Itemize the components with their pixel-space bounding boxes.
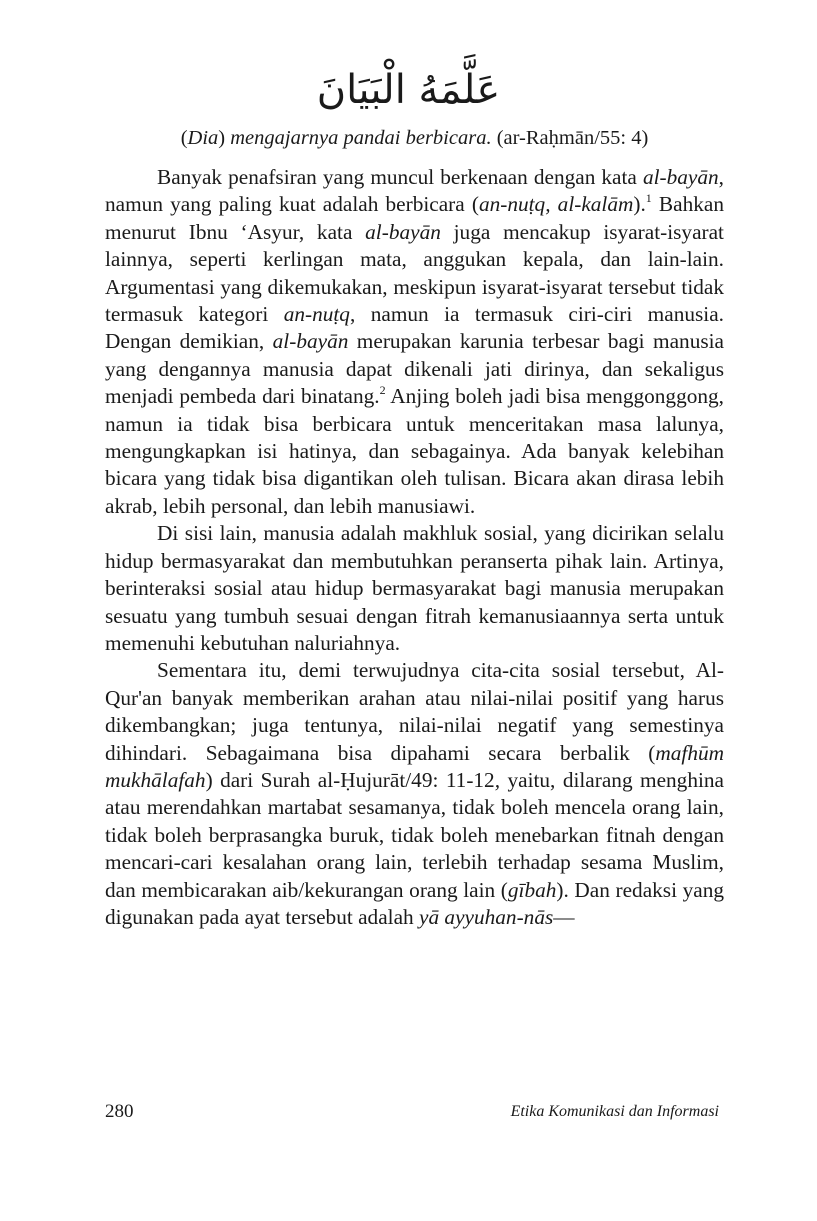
running-footer-title: Etika Komunikasi dan Informasi bbox=[510, 1103, 719, 1120]
paragraph-2 bbox=[105, 520, 724, 657]
text-run: Bahkan menurut Ibnu ‘Asyur, kata bbox=[105, 192, 724, 244]
text-run: Anjing boleh jadi bisa menggonggong, namun ia tidak bisa berbicara untuk menceritakan masa lalunya, mengungkapkan isi hatinya, dan sebagainya. Ada banyak kelebihan bicara yang tidak bisa digantikan oleh tulisan. Bicara akan dirasa lebih akrab, lebih personal, dan lebih manusiawi. bbox=[105, 384, 724, 518]
translation-text: mengajarnya pandai berbicara. bbox=[230, 127, 492, 149]
text-run: yaitu, dilarang menghina atau merendahkan martabat sesamanya, tidak boleh mencela orang lain, tidak boleh berprasangka buruk, tidak boleh menebarkan fitnah dengan mencari-cari kesalahan orang lain, terlebih terhadap sesama Muslim, dan membicarakan aib/kekurangan orang lain ( bbox=[105, 767, 724, 902]
text-run: ). bbox=[633, 192, 646, 217]
italic-term: , bbox=[494, 767, 501, 792]
italic-term: al-bayān bbox=[272, 329, 349, 354]
italic-term: al-bayān bbox=[642, 165, 719, 189]
body-text bbox=[105, 164, 724, 931]
translation-subject: Dia bbox=[187, 127, 219, 149]
italic-term: gībah bbox=[507, 877, 557, 902]
text-run: , namun yang paling kuat adalah berbicara ( bbox=[105, 165, 724, 217]
text-run: — bbox=[553, 904, 575, 929]
italic-term: mafhūm mukhālafah bbox=[105, 740, 724, 792]
footnote-marker-1: 1 bbox=[645, 191, 652, 206]
text-run: Sementara itu, demi terwujudnya cita-cita sosial tersebut, Al-Qur'an banyak memberikan arahan atau nilai-nilai positif yang harus dikembangkan; juga tentunya, nilai-nilai negatif yang semestinya dihindari. Sebagaimana bisa dipahami secara berbalik ( bbox=[105, 658, 724, 765]
text-run: juga mencakup isyarat-isyarat lainnya, seperti kerlingan mata, anggukan kepala, dan lain-lain. Argumentasi yang dikemukakan, meskipun isyarat-isyarat tersebut tidak termasuk kategori bbox=[105, 219, 724, 327]
text-run: Di sisi lain, manusia adalah makhluk sosial, yang dicirikan selalu hidup bermasyarakat dan membutuhkan peranserta pihak lain. Artinya, berinteraksi sosial atau hidup bermasyarakat bagi manusia merupakan sesuatu yang tumbuh sesuai dengan fitrah kemanusiaannya serta untuk memenuhi kebutuhan naluriahnya. bbox=[105, 521, 724, 655]
text-run: ). Dan redaksi yang digunakan pada ayat tersebut adalah bbox=[105, 877, 724, 929]
italic-term: al-bayān bbox=[365, 219, 441, 244]
text-run: , namun ia termasuk ciri-ciri manusia. Dengan demikian, bbox=[105, 302, 724, 354]
italic-term: yā ayyuhan-nās bbox=[419, 904, 554, 929]
paragraph-3 bbox=[105, 657, 724, 931]
italic-term: an-nuṭq bbox=[283, 302, 350, 327]
text-run: Banyak penafsiran yang muncul berkenaan dengan kata bbox=[157, 165, 643, 189]
footnote-marker-2: 2 bbox=[379, 383, 386, 398]
italic-term: an-nuṭq, al-kalām bbox=[478, 192, 634, 217]
paragraph-1 bbox=[105, 164, 724, 520]
text-run: ) dari Surah al-Ḥujurāt/49: 11-12 bbox=[205, 767, 495, 792]
quran-verse-arabic: عَلَّمَهُ الْبَيَانَ bbox=[316, 67, 501, 113]
page-number: 280 bbox=[105, 1101, 134, 1122]
text-run: merupakan karunia terbesar bagi manusia yang dengannya manusia dapat dikenali jati dirinya, dan sekaligus menjadi pembeda dari binatang. bbox=[105, 329, 725, 409]
verse-citation: (ar-Raḥmān/55: 4) bbox=[496, 127, 649, 149]
verse-translation: (Dia) mengajarnya pandai berbicara. (ar-Raḥmān/55: 4) bbox=[180, 127, 649, 149]
